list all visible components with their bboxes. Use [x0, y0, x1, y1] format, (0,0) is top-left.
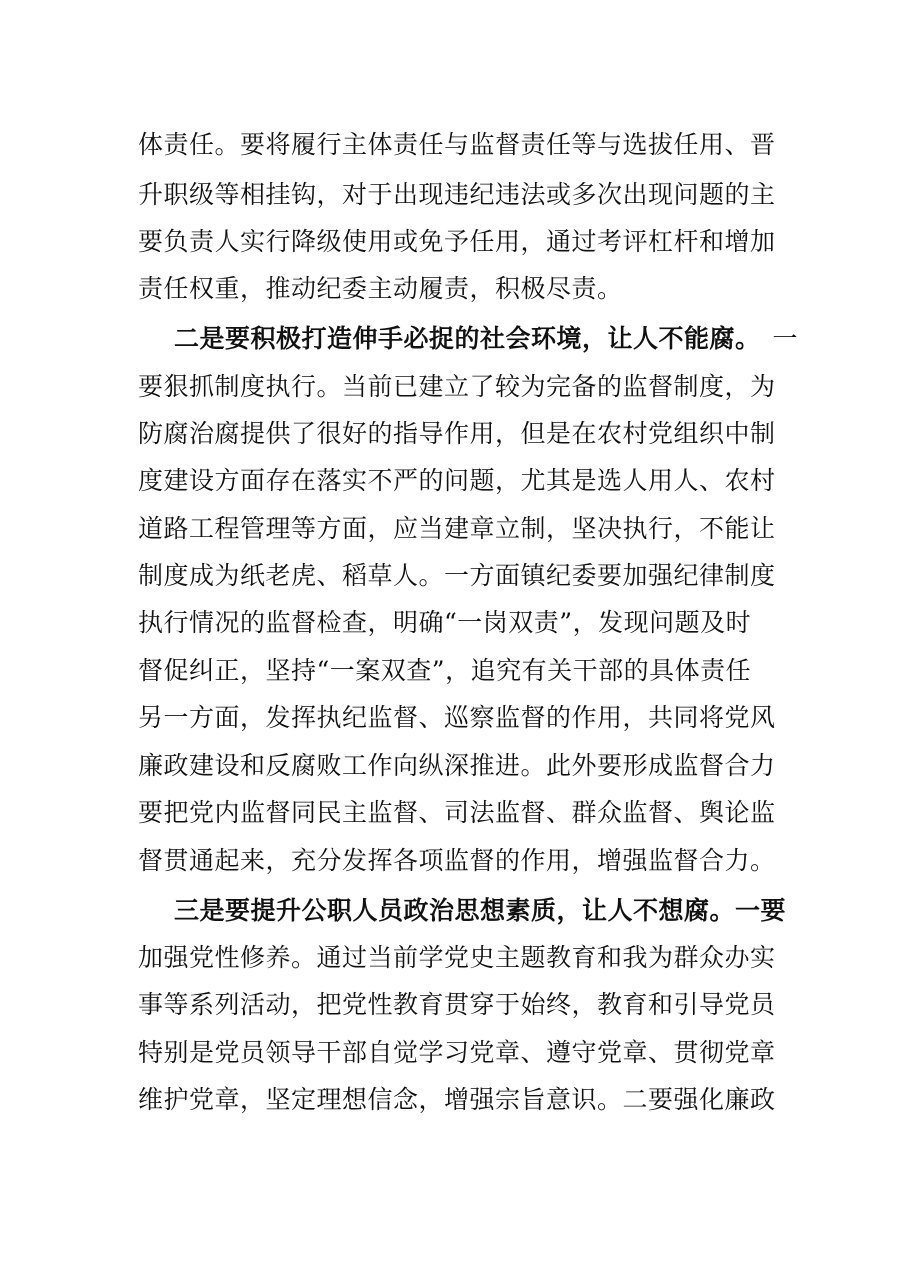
text-line: 执行情况的监督检查，明确“一岗双责”，发现问题及时 [138, 608, 752, 637]
text-line: 防腐治腐提供了很好的指导作用，但是在农村党组织中制 [138, 419, 776, 448]
text-line: 体责任。要将履行主体责任与监督责任等与选拔任用、晋 [138, 130, 776, 159]
text-line: 要狠抓制度执行。当前已建立了较为完备的监督制度，为 [138, 372, 776, 401]
text-line: 要负责人实行降级使用或免予任用，通过考评杠杆和增加 [138, 227, 776, 256]
text-line: 责任权重，推动纪委主动履责，积极尽责。 [138, 274, 623, 303]
text-line: 督促纠正，坚持“一案双查”，追究有关干部的具体责任 [138, 656, 752, 685]
text-line: 道路工程管理等方面，应当建章立制，坚决执行，不能让 [138, 514, 776, 543]
text-line: 度建设方面存在落实不严的问题，尤其是选人用人、农村 [138, 466, 776, 495]
text-line: 特别是党员领导干部自觉学习党章、遵守党章、贯彻党章 [138, 1038, 776, 1067]
section-heading: 三是要提升公职人员政治思想素质，让人不想腐。一要 [174, 896, 787, 925]
paragraph-heading-line [174, 321, 814, 357]
section-heading: 二是要积极打造伸手必捉的社会环境，让人不能腐。 [174, 324, 761, 353]
text-line: 廉政建设和反腐败工作向纵深推进。此外要形成监督合力 [138, 751, 776, 780]
text-line: 另一方面，发挥执纪监督、巡察监督的作用，共同将党风 [138, 703, 776, 732]
text-line: 制度成为纸老虎、稻草人。一方面镇纪委要加强纪律制度 [138, 561, 776, 590]
text-line: 要把党内监督同民主监督、司法监督、群众监督、舆论监 [138, 798, 776, 827]
text-span: 一 [772, 324, 799, 353]
text-line: 事等系列活动，把党性教育贯穿于始终，教育和引导党员 [138, 990, 776, 1019]
text-line: 加强党性修养。通过当前学党史主题教育和我为群众办实 [138, 943, 776, 972]
text-line: 督贯通起来，充分发挥各项监督的作用，增强监督合力。 [138, 846, 776, 875]
text-line: 升职级等相挂钩，对于出现违纪违法或多次出现问题的主 [138, 180, 776, 209]
text-line: 维护党章，坚定理想信念，增强宗旨意识。二要强化廉政 [138, 1085, 776, 1114]
